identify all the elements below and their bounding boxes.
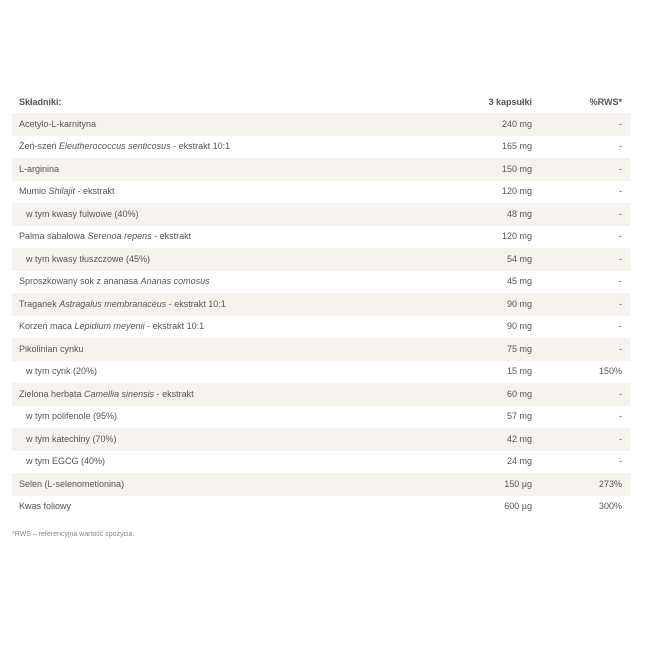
ingredient-quantity: 45 mg [506,276,532,287]
latin-name: Ananas comosus [140,276,210,287]
ingredient-rws: 273% [598,478,622,489]
ingredient-name-suffix: - ekstrakt 10:1 [144,321,205,332]
table-row [12,203,630,226]
ingredient-name-text: Korzeń maca [19,321,75,332]
ingredient-name-suffix: - ekstrakt [154,388,194,399]
ingredient-name [12,457,412,466]
ingredient-rws: - [619,411,622,422]
ingredient-quantity: 90 mg [506,321,532,332]
ingredient-name-text: w tym cynk (20%) [26,366,98,377]
ingredient-rws: - [619,231,622,242]
ingredient-rws: - [619,388,622,399]
ingredient-name [12,412,412,421]
ingredient-name [12,502,412,511]
ingredients-table [12,91,630,518]
ingredient-quantity: 15 mg [506,366,532,377]
ingredient-quantity: 24 mg [506,456,532,467]
ingredient-rws: - [619,456,622,467]
ingredient-quantity: 75 mg [506,343,532,354]
header-ingredients: Składniki: [19,96,62,107]
ingredient-quantity: 165 mg [501,141,532,152]
ingredient-name-text: w tym kwasy tłuszczowe (45%) [26,253,151,264]
ingredient-name [12,480,412,489]
ingredient-name [12,210,412,219]
ingredient-name-text: Palma sabałowa [19,231,88,242]
ingredient-name-text: Mumio [19,186,49,197]
table-row [12,361,630,384]
table-header [12,91,630,113]
ingredient-name-text: w tym katechiny (70%) [26,433,117,444]
ingredient-name-text: Kwas foliowy [19,501,72,512]
ingredient-name-text: w tym polifenole (95%) [26,411,118,422]
table-row [12,158,630,181]
ingredient-rws: - [619,343,622,354]
ingredient-rws: 300% [598,501,622,512]
table-row [12,136,630,159]
ingredient-name-text: L-arginina [19,163,60,174]
ingredient-rws: - [619,141,622,152]
ingredient-quantity: 48 mg [506,208,532,219]
ingredient-quantity: 120 mg [501,231,532,242]
table-body [12,113,630,518]
table-row [12,113,630,136]
ingredient-name [12,187,412,196]
ingredient-name [12,435,412,444]
ingredient-quantity: 54 mg [506,253,532,264]
latin-name: Eleutherococcus senticosus [59,141,171,152]
ingredient-rws: - [619,208,622,219]
ingredient-name-text: Acetylo-L-karnityna [19,118,97,129]
table-row [12,293,630,316]
footnote: *RWS – referencyjna wartość spożycia. [12,531,135,538]
ingredient-name-suffix: - ekstrakt 10:1 [166,298,226,309]
table-row [12,428,630,451]
ingredient-name [12,120,412,129]
ingredient-rws: - [619,298,622,309]
ingredient-quantity: 240 mg [501,118,532,129]
table-row [12,316,630,339]
ingredient-name [12,232,412,241]
ingredient-name-text: w tym EGCG (40%) [26,456,106,467]
ingredient-name-text: Zielona herbata [19,388,85,399]
table-row [12,271,630,294]
ingredient-quantity: 150 µg [504,478,532,489]
ingredient-name [12,300,412,309]
ingredient-name-text: w tym kwasy fulwowe (40%) [26,208,139,219]
latin-name: Shilajit [48,186,76,197]
latin-name: Lepidium meyenii [74,321,145,332]
table-row [12,181,630,204]
ingredient-rws: - [619,433,622,444]
ingredient-name-suffix: - ekstrakt [151,231,192,242]
ingredient-name-text: Sproszkowany sok z ananasa [19,276,141,287]
ingredient-name [12,277,412,286]
ingredient-quantity: 600 µg [504,501,532,512]
ingredient-name [12,390,412,399]
ingredient-name [12,165,412,174]
ingredient-rws: - [619,253,622,264]
header-quantity: 3 kapsułki [488,96,532,107]
ingredient-name-text: Pikolinian cynku [19,343,84,354]
ingredient-name [12,367,412,376]
table-row [12,406,630,429]
ingredient-rws: - [619,186,622,197]
ingredient-quantity: 90 mg [506,298,532,309]
header-rws: %RWS* [589,96,622,107]
latin-name: Camellia sinensis [84,388,155,399]
ingredient-quantity: 42 mg [506,433,532,444]
ingredient-quantity: 60 mg [506,388,532,399]
ingredient-quantity: 57 mg [506,411,532,422]
ingredient-rws: - [619,276,622,287]
ingredient-name [12,345,412,354]
table-row [12,473,630,496]
latin-name: Astragalus membranaceus [59,298,167,309]
ingredient-name-suffix: - ekstrakt 10:1 [170,141,231,152]
table-row [12,248,630,271]
ingredient-name [12,322,412,331]
ingredient-rws: - [619,118,622,129]
table-row [12,383,630,406]
ingredient-name-text: Traganek [19,298,60,309]
table-row [12,338,630,361]
latin-name: Serenoa repens [87,231,152,242]
ingredient-rws: - [619,321,622,332]
ingredient-name [12,142,412,151]
table-row [12,496,630,519]
ingredient-name-text: Żeń-szeń [19,141,60,152]
ingredient-rws: 150% [598,366,622,377]
table-row [12,451,630,474]
ingredient-name-suffix: - ekstrakt [75,186,115,197]
ingredient-name [12,255,412,264]
ingredient-quantity: 150 mg [501,163,532,174]
ingredient-name-text: Selen (L-selenometionina) [19,478,125,489]
ingredient-quantity: 120 mg [501,186,532,197]
ingredient-rws: - [619,163,622,174]
table-row [12,226,630,249]
